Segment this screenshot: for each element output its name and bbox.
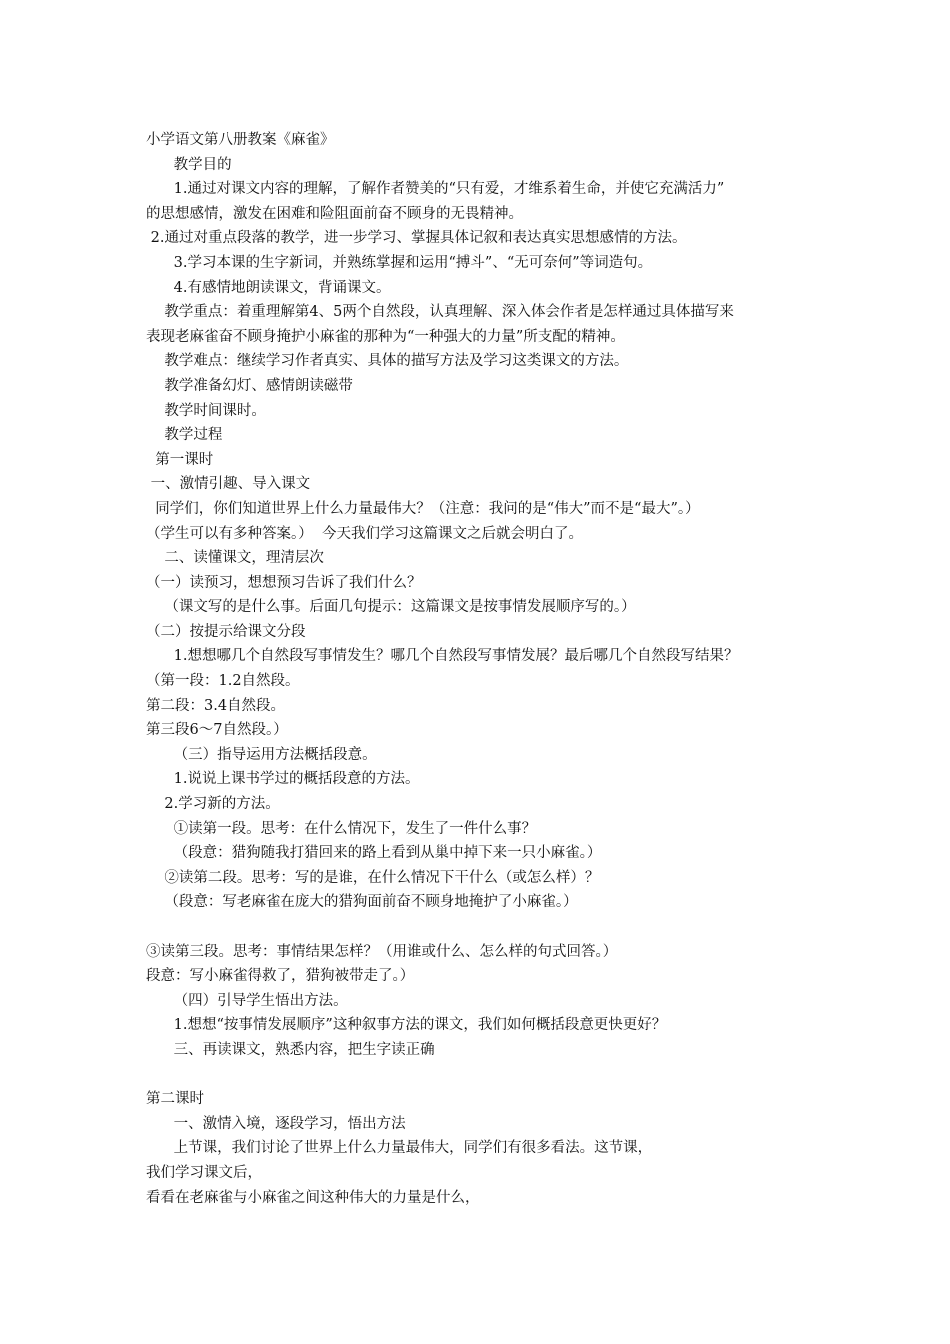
text-line: （第一段：1.2自然段。 [146,673,300,690]
text-line: 表现老麻雀奋不顾身掩护小麻雀的那种为“一种强大的力量”所支配的精神。 [146,328,625,345]
text-line: 4.有感情地朗读课文，背诵课文。 [146,279,391,296]
text-line: （段意：猎狗随我打猎回来的路上看到从巢中掉下来一只小麻雀。） [146,845,602,862]
text-line: 第三段6～7自然段。） [146,722,288,739]
text-line: 一、激情引趣、导入课文 [146,476,311,493]
text-line: （课文写的是什么事。后面几句提示：这篇课文是按事情发展顺序写的。） [146,599,636,616]
text-line: （学生可以有多种答案。） 今天我们学习这篇课文之后就会明白了。 [146,525,583,542]
text-line: 二、读懂课文，理清层次 [146,550,324,567]
blank-line [146,1063,846,1088]
text-line: ③读第三段。思考：事情结果怎样？（用谁或什么、怎么样的句式回答。） [146,943,618,960]
doc-title: 小学语文第八册教案《麻雀》 [146,132,335,148]
text-line: （四）引导学生悟出方法。 [146,992,348,1009]
text-line: ②读第二段。思考：写的是谁，在什么情况下干什么（或怎么样）？ [146,869,600,886]
text-line: 1.说说上课书学过的概括段意的方法。 [146,771,420,788]
text-line: ①读第一段。思考：在什么情况下，发生了一件什么事？ [146,820,537,837]
text-line: 的思想感情，激发在困难和险阻面前奋不顾身的无畏精神。 [146,205,523,222]
text-line: 教学准备幻灯、感情朗读磁带 [146,377,353,394]
section-heading-objectives: 教学目的 [146,156,232,173]
text-line: 同学们，你们知道世界上什么力量最伟大？（注意：我问的是“伟大”而不是“最大”。） [146,500,700,517]
document-body [146,128,846,1210]
text-line: 一、激情入境，逐段学习，悟出方法 [146,1115,406,1132]
section-heading-lesson-2: 第二课时 [146,1091,204,1108]
text-line: 看看在老麻雀与小麻雀之间这种伟大的力量是什么， [146,1189,480,1206]
text-line: 2.学习新的方法。 [146,796,280,813]
text-line: （段意：写老麻雀在庞大的猎狗面前奋不顾身地掩护了小麻雀。） [146,894,578,911]
text-line: 教学难点：继续学习作者真实、具体的描写方法及学习这类课文的方法。 [146,353,629,370]
text-line: 3.学习本课的生字新词，并熟练掌握和运用“搏斗”、“无可奈何”等词造句。 [146,254,653,271]
text-line: 教学重点：着重理解第4、5两个自然段，认真理解、深入体会作者是怎样通过具体描写来 [146,304,734,321]
text-line: 三、再读课文，熟悉内容，把生字读正确 [146,1041,435,1058]
text-line: （三）指导运用方法概括段意。 [146,746,377,763]
text-line: 1.通过对课文内容的理解，了解作者赞美的“只有爱，才维系着生命，并使它充满活力” [146,181,725,198]
section-heading-lesson-1: 第一课时 [146,451,214,468]
text-line: （一）读预习，想想预习告诉了我们什么？ [146,574,422,591]
text-line: 1.想想哪几个自然段写事情发生？哪几个自然段写事情发展？最后哪几个自然段写结果？ [146,648,739,665]
section-heading-process: 教学过程 [146,427,223,444]
text-line: 段意：写小麻雀得救了，猎狗被带走了。） [146,968,415,985]
text-line: 1.想想“按事情发展顺序”这种叙事方法的课文，我们如何概括段意更快更好？ [146,1017,667,1034]
text-line: 上节课，我们讨论了世界上什么力量最伟大，同学们有很多看法。这节课， [146,1140,653,1157]
text-line: （二）按提示给课文分段 [146,623,306,640]
text-line: 2.通过对重点段落的教学，进一步学习、掌握具体记叙和表达真实思想感情的方法。 [146,230,687,247]
text-line: 我们学习课文后， [146,1164,262,1181]
blank-line [146,915,846,940]
text-line: 第二段：3.4自然段。 [146,697,286,714]
text-line: 教学时间课时。 [146,402,266,419]
